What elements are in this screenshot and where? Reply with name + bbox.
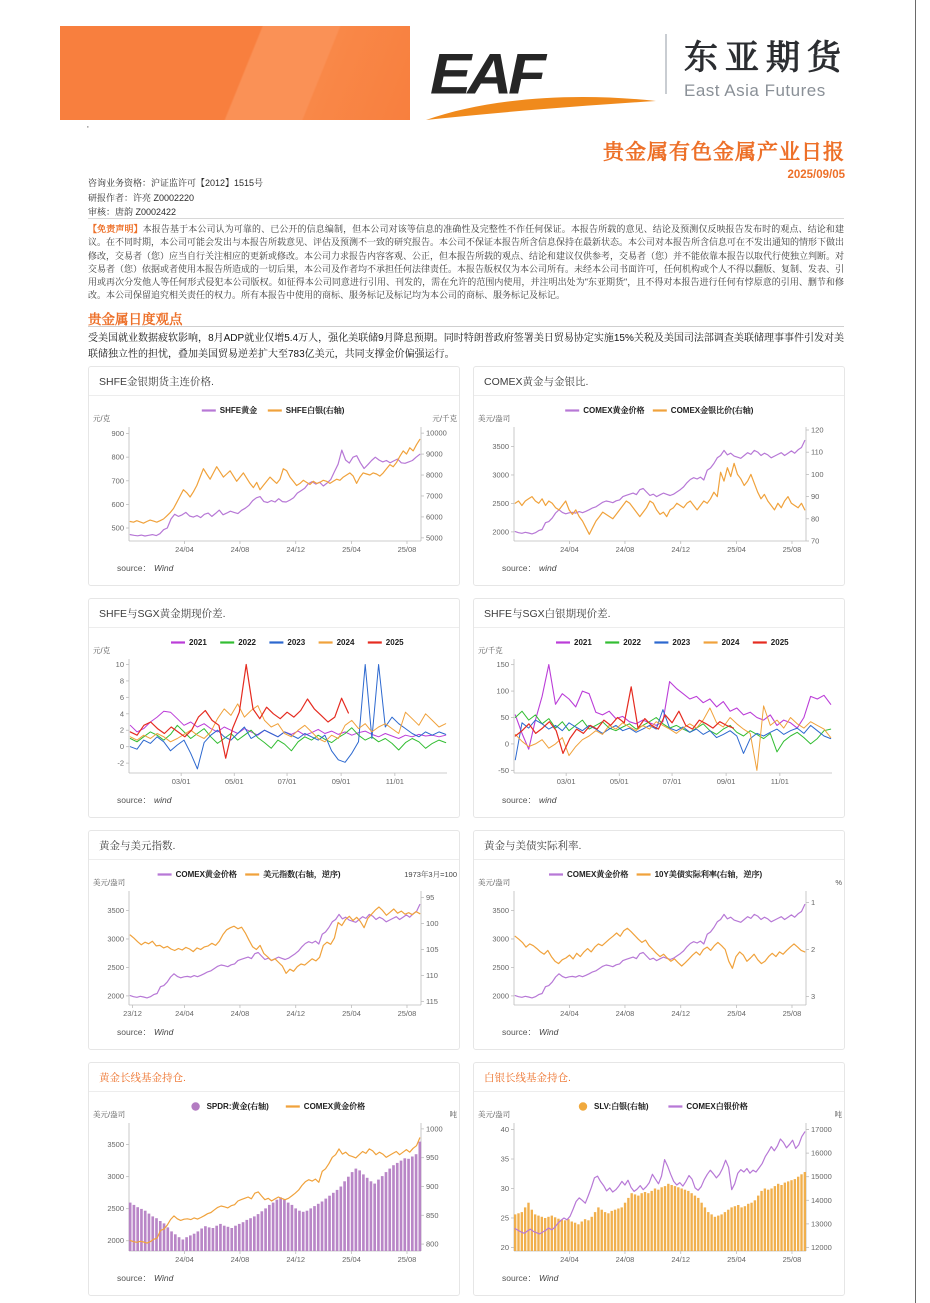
chart-canvas [474, 632, 845, 790]
meta-line-author: 研报作者：许亮 Z0002220 [88, 192, 195, 203]
svg-text:950: 950 [426, 1153, 439, 1163]
svg-text:3500: 3500 [492, 442, 509, 452]
chart-canvas [89, 400, 460, 558]
svg-text:25: 25 [500, 1213, 509, 1223]
svg-text:40: 40 [500, 1125, 509, 1135]
svg-text:3000: 3000 [492, 934, 509, 944]
svg-text:24/04: 24/04 [175, 1009, 194, 1018]
svg-text:24/12: 24/12 [671, 1009, 691, 1018]
source-name: Wind [539, 1027, 559, 1037]
svg-text:25/04: 25/04 [727, 1255, 746, 1264]
svg-text:6: 6 [119, 692, 124, 702]
svg-text:24/04: 24/04 [175, 1255, 194, 1264]
svg-text:2000: 2000 [492, 527, 509, 537]
svg-text:25/08: 25/08 [397, 1009, 417, 1018]
eaf-logo [430, 28, 660, 122]
svg-text:25/08: 25/08 [782, 1255, 802, 1264]
svg-text:元/千克: 元/千克 [432, 414, 457, 423]
svg-text:10: 10 [115, 659, 124, 669]
report-title: 贵金属有色金属产业日报 [603, 141, 845, 164]
svg-text:3500: 3500 [492, 906, 509, 916]
svg-text:6000: 6000 [426, 512, 443, 522]
charts-grid [88, 366, 846, 1296]
viewpoint-heading: 贵金属日度观点 [88, 312, 183, 327]
svg-text:2021: 2021 [189, 638, 207, 647]
svg-text:美元/盎司: 美元/盎司 [93, 1110, 126, 1119]
report-date: 2025/09/05 [787, 169, 845, 181]
svg-text:24/08: 24/08 [230, 545, 250, 554]
svg-text:110: 110 [811, 447, 823, 457]
svg-text:24/08: 24/08 [615, 1009, 635, 1018]
chart-card-4 [473, 598, 845, 818]
svg-text:24/12: 24/12 [671, 545, 691, 554]
svg-text:8000: 8000 [426, 470, 443, 480]
svg-text:24/04: 24/04 [560, 545, 579, 554]
svg-text:2500: 2500 [492, 498, 509, 508]
svg-text:90: 90 [811, 492, 820, 502]
svg-text:24/08: 24/08 [230, 1009, 250, 1018]
chart-card-3 [88, 598, 460, 818]
chart-title: 黄金与美元指数. [89, 831, 459, 860]
svg-text:7000: 7000 [426, 491, 443, 501]
svg-text:09/01: 09/01 [331, 777, 351, 786]
svg-text:25/08: 25/08 [397, 1255, 417, 1264]
svg-text:25/04: 25/04 [342, 1009, 361, 1018]
svg-text:8: 8 [119, 676, 124, 686]
svg-text:吨: 吨 [449, 1110, 457, 1119]
svg-text:2500: 2500 [107, 962, 124, 972]
svg-text:美元/盎司: 美元/盎司 [478, 414, 511, 423]
svg-text:2500: 2500 [492, 962, 509, 972]
svg-text:3000: 3000 [107, 1172, 124, 1182]
eaf-logo-text: EAF [430, 42, 542, 107]
source-line [474, 1268, 844, 1284]
svg-text:2022: 2022 [623, 638, 641, 647]
svg-text:SPDR:黄金(右轴): SPDR:黄金(右轴) [206, 1102, 269, 1111]
svg-text:24/08: 24/08 [230, 1255, 250, 1264]
svg-text:20: 20 [500, 1242, 509, 1252]
svg-text:2023: 2023 [287, 638, 306, 647]
svg-text:10000: 10000 [426, 428, 447, 438]
source-name: Wind [154, 1027, 174, 1037]
svg-text:03/01: 03/01 [171, 777, 191, 786]
svg-text:2: 2 [811, 945, 816, 954]
source-label: source： [117, 563, 152, 573]
svg-text:2025: 2025 [770, 638, 789, 647]
svg-text:95: 95 [426, 893, 435, 903]
viewpoint-text: 受美国就业数据疲软影响，8月ADP就业仅增5.4万人，强化美联储9月降息预期。同时特朗普政府签署美日贸易协定实施15%关税及美国司法部调查美联储理事事件引发对美联储独立性的担忧，叠加美国贸易逆差扩大至783亿美元，共同支撑金价偏强运行。 [88, 333, 844, 360]
meta-line-qualification: 咨询业务资格：沪证监许可【2012】1515号 [88, 178, 264, 188]
chart-title: 黄金与美债实际利率. [474, 831, 844, 860]
source-name: Wind [539, 1273, 559, 1283]
source-label: source： [117, 1027, 152, 1037]
source-label: source： [502, 1273, 537, 1283]
svg-text:24/04: 24/04 [560, 1009, 579, 1018]
svg-text:25/08: 25/08 [782, 545, 802, 554]
svg-text:110: 110 [426, 970, 438, 980]
chart-body [474, 628, 844, 806]
brand-name-cn: 东亚期货 [684, 39, 848, 77]
chart-canvas [474, 1096, 845, 1268]
source-name: wind [539, 795, 557, 805]
svg-text:07/01: 07/01 [277, 777, 297, 786]
svg-text:2022: 2022 [238, 638, 256, 647]
svg-text:COMEX黄金价格: COMEX黄金价格 [583, 406, 645, 415]
source-label: source： [117, 795, 152, 805]
svg-text:1973年3月=100: 1973年3月=100 [404, 870, 457, 879]
source-label: source： [502, 563, 537, 573]
title-block [603, 136, 845, 181]
svg-text:2024: 2024 [721, 638, 740, 647]
svg-text:-2: -2 [117, 758, 124, 768]
svg-text:24/04: 24/04 [560, 1255, 579, 1264]
chart-body [474, 860, 844, 1038]
svg-text:COMEX黄金价格: COMEX黄金价格 [567, 870, 629, 879]
svg-text:SHFE黄金: SHFE黄金 [219, 406, 258, 415]
svg-text:05/01: 05/01 [224, 777, 244, 786]
svg-text:09/01: 09/01 [716, 777, 736, 786]
chart-canvas [89, 632, 460, 790]
svg-text:24/04: 24/04 [175, 545, 194, 554]
svg-text:800: 800 [426, 1239, 439, 1249]
svg-text:50: 50 [500, 713, 509, 722]
svg-text:SLV:白银(右轴): SLV:白银(右轴) [594, 1102, 649, 1111]
chart-card-7 [88, 1062, 460, 1296]
svg-text:2000: 2000 [107, 1236, 124, 1246]
svg-text:0: 0 [119, 742, 124, 752]
svg-text:115: 115 [426, 996, 438, 1006]
svg-text:24/12: 24/12 [286, 545, 306, 554]
chart-body [89, 1092, 459, 1284]
source-line [474, 790, 844, 806]
svg-text:100: 100 [426, 919, 439, 929]
chart-canvas [89, 1096, 460, 1268]
chart-canvas [474, 864, 845, 1022]
report-meta [88, 176, 263, 220]
svg-text:105: 105 [426, 945, 439, 954]
svg-text:元/克: 元/克 [93, 414, 111, 423]
svg-text:25/08: 25/08 [397, 545, 417, 554]
chart-card-2 [473, 366, 845, 586]
svg-text:1000: 1000 [426, 1124, 443, 1134]
logo-swoosh-icon [424, 94, 660, 122]
svg-text:3500: 3500 [107, 1140, 124, 1150]
svg-text:05/01: 05/01 [609, 777, 629, 786]
source-name: Wind [154, 1273, 174, 1283]
source-name: Wind [154, 563, 174, 573]
svg-text:25/04: 25/04 [342, 1255, 361, 1264]
svg-text:%: % [835, 878, 842, 887]
page-edge-line [915, 0, 916, 1303]
svg-text:25/04: 25/04 [727, 1009, 746, 1018]
svg-text:美元/盎司: 美元/盎司 [478, 1110, 511, 1119]
chart-body [89, 860, 459, 1038]
svg-text:30: 30 [500, 1184, 509, 1193]
chart-canvas [474, 400, 845, 558]
svg-text:2023: 2023 [672, 638, 691, 647]
svg-text:12000: 12000 [811, 1242, 832, 1252]
header-banner [60, 26, 410, 120]
svg-text:吨: 吨 [834, 1110, 842, 1119]
divider-line [88, 218, 844, 219]
svg-text:美元/盎司: 美元/盎司 [478, 878, 511, 887]
svg-text:25/04: 25/04 [727, 545, 746, 554]
svg-text:2500: 2500 [107, 1204, 124, 1214]
meta-line-reviewer: 审核：唐韵 Z0002422 [88, 207, 177, 217]
source-line [89, 558, 459, 574]
brand-name-en: East Asia Futures [684, 81, 826, 100]
chart-title: 白银长线基金持仓. [474, 1063, 844, 1092]
svg-text:3: 3 [811, 992, 816, 1002]
svg-text:11/01: 11/01 [385, 777, 404, 786]
chart-body [89, 396, 459, 574]
svg-text:3000: 3000 [107, 934, 124, 944]
source-line [89, 1268, 459, 1284]
source-name: wind [154, 795, 172, 805]
brand-block [684, 30, 854, 101]
svg-text:2024: 2024 [336, 638, 355, 647]
disclaimer-text: 本报告基于本公司认为可靠的、已公开的信息编制，但本公司对该等信息的准确性及完整性不作任何保证。本报告所载的意见、结论及预测仅反映报告发布时的观点、结论和建议。在不同时期，本公司可能会发出与本报告所载意见、评估及预测不一致的研究报告。本公司不保证本报告所含信息保持在最新状态。本公司对本报告所含信息可在不发出通知的情形下做出修改，交易者（您）应当自行关注相应的更新或修改。本公司力求报告内容客观、公正，但本报告所载的观点、结论和建议仅供参考，交易者（您）并不能依靠本报告以取代行使独立判断。对交易者（您）依据或者使用本报告所造成的一切后果，本公司及作者均不承担任何法律责任。本报告版权仅为本公司所有。未经本公司书面许可，任何机构或个人不得以翻版、复制、发表、引用或再次分发他人等任何形式侵犯本公司版权。如征得本公司同意进行引用、刊发的，需在允许的范围内使用，并注明出处为"东亚期货"，且不得对本报告进行任何有悖原意的引用、删节和修改。本公司保留追究相关责任的权力。所有本报告中使用的商标、服务标记及标记均为本公司的商标、服务标记及标记。 [88, 224, 845, 301]
source-line [89, 790, 459, 806]
svg-text:24/12: 24/12 [286, 1255, 306, 1264]
svg-text:24/12: 24/12 [671, 1255, 691, 1264]
svg-text:3500: 3500 [107, 906, 124, 916]
svg-text:24/08: 24/08 [615, 1255, 635, 1264]
source-line [474, 1022, 844, 1038]
svg-text:2021: 2021 [574, 638, 592, 647]
svg-text:16000: 16000 [811, 1148, 832, 1158]
svg-text:2000: 2000 [492, 991, 509, 1001]
chart-card-8 [473, 1062, 845, 1296]
svg-text:元/克: 元/克 [93, 646, 111, 655]
corner-mark: · [86, 121, 90, 133]
svg-text:800: 800 [111, 452, 124, 462]
svg-text:10Y美债实际利率(右轴，逆序): 10Y美债实际利率(右轴，逆序) [654, 870, 763, 879]
svg-text:-50: -50 [498, 765, 509, 775]
svg-text:80: 80 [811, 514, 820, 524]
svg-text:700: 700 [111, 476, 124, 486]
chart-card-6 [473, 830, 845, 1050]
chart-body [89, 628, 459, 806]
svg-text:14000: 14000 [811, 1195, 832, 1205]
svg-text:900: 900 [426, 1181, 439, 1191]
svg-text:03/01: 03/01 [556, 777, 576, 786]
svg-text:3000: 3000 [492, 470, 509, 480]
svg-text:15000: 15000 [811, 1172, 832, 1182]
svg-text:SHFE白银(右轴): SHFE白银(右轴) [285, 406, 345, 415]
svg-text:COMEX金银比价(右轴): COMEX金银比价(右轴) [670, 406, 754, 415]
svg-text:850: 850 [426, 1210, 439, 1220]
chart-body [474, 1092, 844, 1284]
svg-text:4: 4 [119, 709, 124, 719]
svg-text:元/千克: 元/千克 [478, 646, 503, 655]
svg-text:2: 2 [119, 725, 124, 735]
svg-text:35: 35 [500, 1154, 509, 1164]
svg-text:07/01: 07/01 [662, 777, 682, 786]
svg-text:13000: 13000 [811, 1219, 832, 1229]
svg-text:24/12: 24/12 [286, 1009, 306, 1018]
svg-text:2025: 2025 [385, 638, 404, 647]
svg-text:美元/盎司: 美元/盎司 [93, 878, 126, 887]
source-label: source： [502, 1027, 537, 1037]
svg-text:COMEX黄金价格: COMEX黄金价格 [303, 1102, 366, 1111]
svg-text:11/01: 11/01 [770, 777, 789, 786]
svg-text:COMEX黄金价格: COMEX黄金价格 [175, 870, 237, 879]
chart-card-1 [88, 366, 460, 586]
chart-title: COMEX黄金与金银比. [474, 367, 844, 396]
disclaimer-tag: 【免责声明】 [88, 224, 143, 234]
svg-text:100: 100 [496, 686, 509, 696]
disclaimer [88, 223, 844, 303]
svg-text:美元指数(右轴，逆序): 美元指数(右轴，逆序) [263, 870, 341, 879]
chart-title: SHFE金银期货主连价格. [89, 367, 459, 396]
source-line [89, 1022, 459, 1038]
svg-text:900: 900 [111, 429, 124, 439]
source-line [474, 558, 844, 574]
chart-canvas [89, 864, 460, 1022]
svg-text:9000: 9000 [426, 449, 443, 459]
chart-body [474, 396, 844, 574]
svg-text:25/04: 25/04 [342, 545, 361, 554]
svg-text:0: 0 [504, 739, 509, 749]
svg-text:COMEX白银价格: COMEX白银价格 [686, 1102, 748, 1111]
chart-title: SHFE与SGX白银期现价差. [474, 599, 844, 628]
svg-text:150: 150 [496, 660, 509, 670]
chart-card-5 [88, 830, 460, 1050]
svg-text:24/08: 24/08 [615, 545, 635, 554]
viewpoint-divider [88, 326, 844, 327]
svg-text:100: 100 [811, 469, 824, 479]
source-label: source： [117, 1273, 152, 1283]
svg-text:17000: 17000 [811, 1125, 832, 1135]
chart-title: 黄金长线基金持仓. [89, 1063, 459, 1092]
svg-text:2000: 2000 [107, 991, 124, 1001]
svg-text:120: 120 [811, 425, 824, 435]
svg-text:70: 70 [811, 536, 820, 546]
source-label: source： [502, 795, 537, 805]
svg-text:25/08: 25/08 [782, 1009, 802, 1018]
svg-text:600: 600 [111, 499, 124, 509]
logo-divider [665, 34, 667, 94]
svg-text:1: 1 [811, 897, 816, 907]
svg-text:5000: 5000 [426, 533, 443, 543]
chart-title: SHFE与SGX黄金期现价差. [89, 599, 459, 628]
svg-text:23/12: 23/12 [123, 1009, 142, 1018]
svg-text:500: 500 [111, 523, 124, 533]
source-name: wind [539, 563, 557, 573]
